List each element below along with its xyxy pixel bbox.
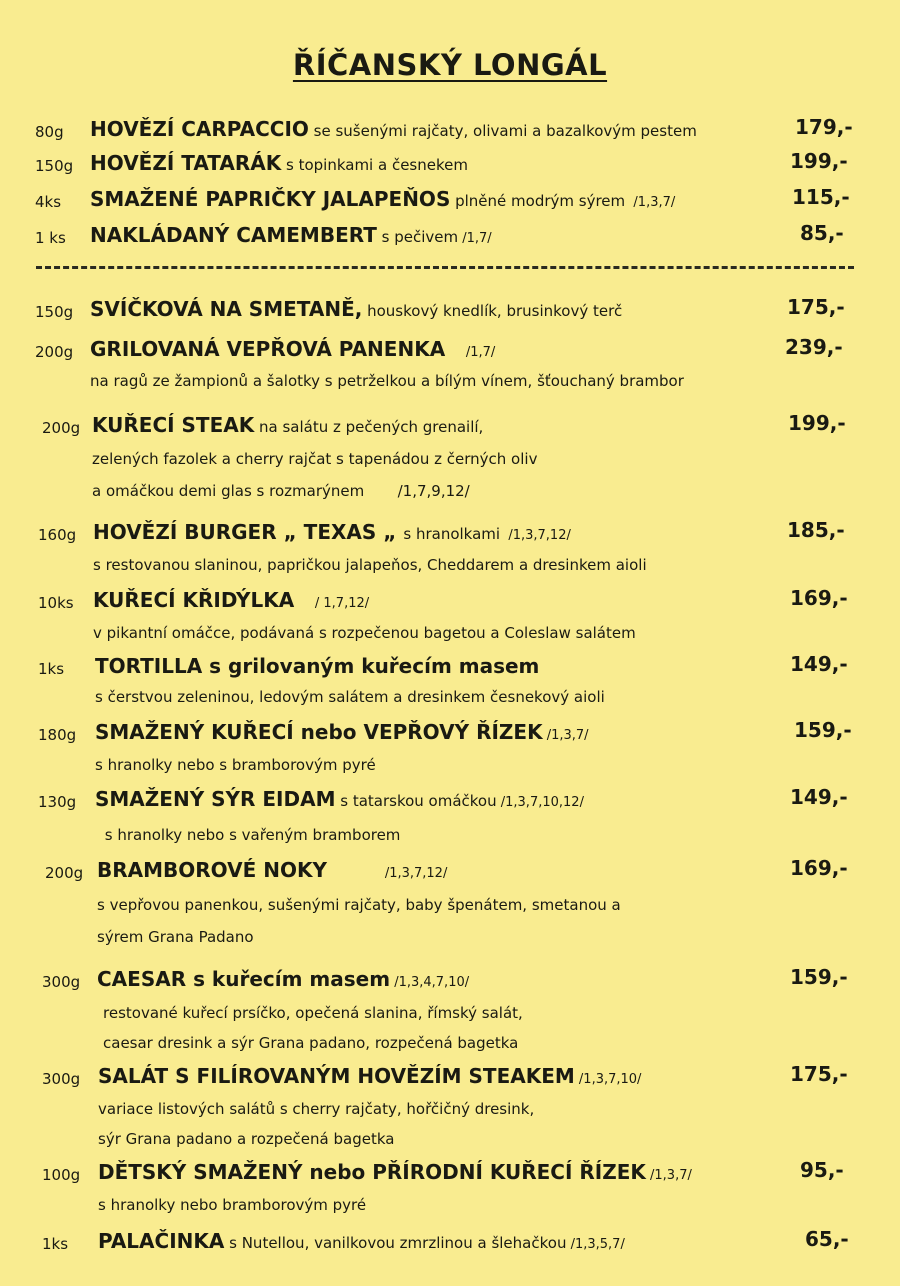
item-heading (90, 223, 492, 247)
item-detail-line: s hranolky nebo s vařeným bramborem (100, 826, 401, 844)
item-heading (95, 787, 584, 811)
item-description: se sušenými rajčaty, olivami a bazalkovým pestem (308, 122, 697, 140)
item-quantity: 80g (35, 123, 64, 141)
item-detail-line: s hranolky nebo bramborovým pyré (98, 1196, 367, 1214)
item-heading (97, 858, 447, 882)
item-name: TORTILLA s grilovaným kuřecím masem (95, 654, 540, 678)
item-detail-line: variace listových salátů s cherry rajčaty, hořčičný dresink, (98, 1100, 535, 1118)
item-allergens: /1,3,7,10/ (574, 1072, 642, 1087)
item-quantity: 200g (45, 864, 84, 882)
item-quantity: 130g (38, 793, 77, 811)
item-price: 149,- (790, 785, 848, 809)
item-description: s Nutellou, vanilkovou zmrzlinou a šlehačkou (224, 1234, 567, 1252)
item-quantity: 160g (38, 526, 77, 544)
item-price: 159,- (794, 718, 852, 742)
item-name: KUŘECÍ STEAK (92, 413, 255, 437)
section-divider (36, 266, 854, 269)
item-detail-line: restované kuřecí prsíčko, opečená slanina, římský salát, (103, 1004, 523, 1022)
item-name: HOVĚZÍ BURGER „ TEXAS „ (93, 520, 404, 544)
item-description: s pečivem (376, 228, 459, 246)
item-price: 85,- (800, 221, 844, 245)
item-description: na salátu z pečených grenailí, (254, 418, 484, 436)
item-name: GRILOVANÁ VEPŘOVÁ PANENKA (90, 337, 446, 361)
item-quantity: 180g (38, 726, 77, 744)
item-quantity: 1 ks (35, 229, 66, 247)
item-name: HOVĚZÍ CARPACCIO (90, 117, 309, 141)
item-price: 95,- (800, 1158, 844, 1182)
item-price: 149,- (790, 652, 848, 676)
item-price: 169,- (790, 856, 848, 880)
item-quantity: 100g (42, 1166, 81, 1184)
item-name: SMAŽENÝ KUŘECÍ nebo VEPŘOVÝ ŘÍZEK (95, 720, 543, 744)
item-quantity: 1ks (42, 1235, 69, 1253)
item-price: 199,- (788, 411, 846, 435)
item-quantity: 200g (35, 343, 74, 361)
item-description: s hranolkami (403, 525, 501, 543)
item-detail-line: s vepřovou panenkou, sušenými rajčaty, baby špenátem, smetanou a (97, 896, 621, 914)
item-quantity: 4ks (35, 193, 62, 211)
item-price: 159,- (790, 965, 848, 989)
item-allergens: /1,7/ (458, 231, 492, 246)
item-name: SMAŽENÝ SÝR EIDAM (95, 787, 336, 811)
item-allergens: /1,3,7,10,12/ (496, 795, 584, 810)
item-heading (98, 1160, 692, 1184)
item-allergens: /1,3,7,12/ (326, 866, 448, 881)
item-heading (93, 588, 369, 612)
item-heading (90, 151, 468, 175)
item-description: houskový knedlík, brusinkový terč (362, 302, 623, 320)
item-quantity: 10ks (38, 594, 74, 612)
item-price: 65,- (805, 1227, 849, 1251)
item-allergens: /1,3,7/ (645, 1168, 692, 1183)
item-detail-line: s čerstvou zeleninou, ledovým salátem a dresinkem česnekový aioli (95, 688, 605, 706)
menu-title: ŘÍČANSKÝ LONGÁL (292, 48, 608, 82)
item-name: PALAČINKA (98, 1229, 225, 1253)
item-heading (92, 413, 483, 437)
item-detail-line: na ragů ze žampionů a šalotky s petrželkou a bílým vínem, šťouchaný brambor (90, 372, 684, 390)
item-detail-line: s restovanou slaninou, papričkou jalapeňos, Cheddarem a dresinkem aioli (93, 556, 647, 574)
item-name: SMAŽENÉ PAPRIČKY JALAPEŇOS (90, 187, 451, 211)
item-price: 115,- (792, 185, 850, 209)
item-name: SALÁT S FILÍROVANÝM HOVĚZÍM STEAKEM (98, 1064, 575, 1088)
item-name: BRAMBOROVÉ NOKY (97, 858, 327, 882)
item-allergens: /1,3,7,12/ (500, 528, 571, 543)
item-allergens: /1,3,7/ (625, 195, 676, 210)
item-quantity: 300g (42, 1070, 81, 1088)
item-detail-line: a omáčkou demi glas s rozmarýnem /1,7,9,12/ (92, 482, 470, 500)
item-price: 169,- (790, 586, 848, 610)
item-allergens: / 1,7,12/ (294, 596, 370, 611)
item-name: NAKLÁDANÝ CAMEMBERT (90, 223, 377, 247)
item-heading (95, 720, 589, 744)
item-allergens: /1,3,4,7,10/ (390, 975, 470, 990)
item-detail-line: s hranolky nebo s bramborovým pyré (95, 756, 376, 774)
item-heading (90, 117, 697, 141)
item-name: SVÍČKOVÁ NA SMETANĚ, (90, 297, 363, 321)
item-allergens: /1,7/ (445, 345, 496, 360)
item-detail-line: zelených fazolek a cherry rajčat s tapenádou z černých oliv (92, 450, 538, 468)
item-description: plněné modrým sýrem (450, 192, 626, 210)
item-detail-line: caesar dresink a sýr Grana padano, rozpečená bagetka (103, 1034, 519, 1052)
item-heading (97, 967, 469, 991)
item-heading (98, 1064, 641, 1088)
item-heading (95, 654, 539, 678)
item-price: 199,- (790, 149, 848, 173)
item-quantity: 1ks (38, 660, 65, 678)
item-name: CAESAR s kuřecím masem (97, 967, 391, 991)
item-price: 175,- (790, 1062, 848, 1086)
item-detail-line: sýr Grana padano a rozpečená bagetka (98, 1130, 395, 1148)
item-heading (90, 337, 495, 361)
item-name: DĚTSKÝ SMAŽENÝ nebo PŘÍRODNÍ KUŘECÍ ŘÍZEK (98, 1160, 646, 1184)
item-price: 185,- (787, 518, 845, 542)
item-price: 239,- (785, 335, 843, 359)
item-description: s topinkami a česnekem (281, 156, 468, 174)
item-name: HOVĚZÍ TATARÁK (90, 151, 282, 175)
item-quantity: 150g (35, 303, 74, 321)
item-detail-line: sýrem Grana Padano (97, 928, 254, 946)
item-heading (90, 297, 622, 321)
item-allergens: /1,3,7/ (542, 728, 589, 743)
item-quantity: 150g (35, 157, 74, 175)
item-quantity: 200g (42, 419, 81, 437)
item-description: s tatarskou omáčkou (335, 792, 497, 810)
item-quantity: 300g (42, 973, 81, 991)
item-detail-line: v pikantní omáčce, podávaná s rozpečenou bagetou a Coleslaw salátem (93, 624, 636, 642)
item-heading (98, 1229, 625, 1253)
item-price: 175,- (787, 295, 845, 319)
item-heading (90, 187, 675, 211)
item-price: 179,- (795, 115, 853, 139)
item-name: KUŘECÍ KŘIDÝLKA (93, 588, 295, 612)
item-heading (93, 520, 571, 544)
item-allergens: /1,3,5,7/ (566, 1237, 625, 1252)
